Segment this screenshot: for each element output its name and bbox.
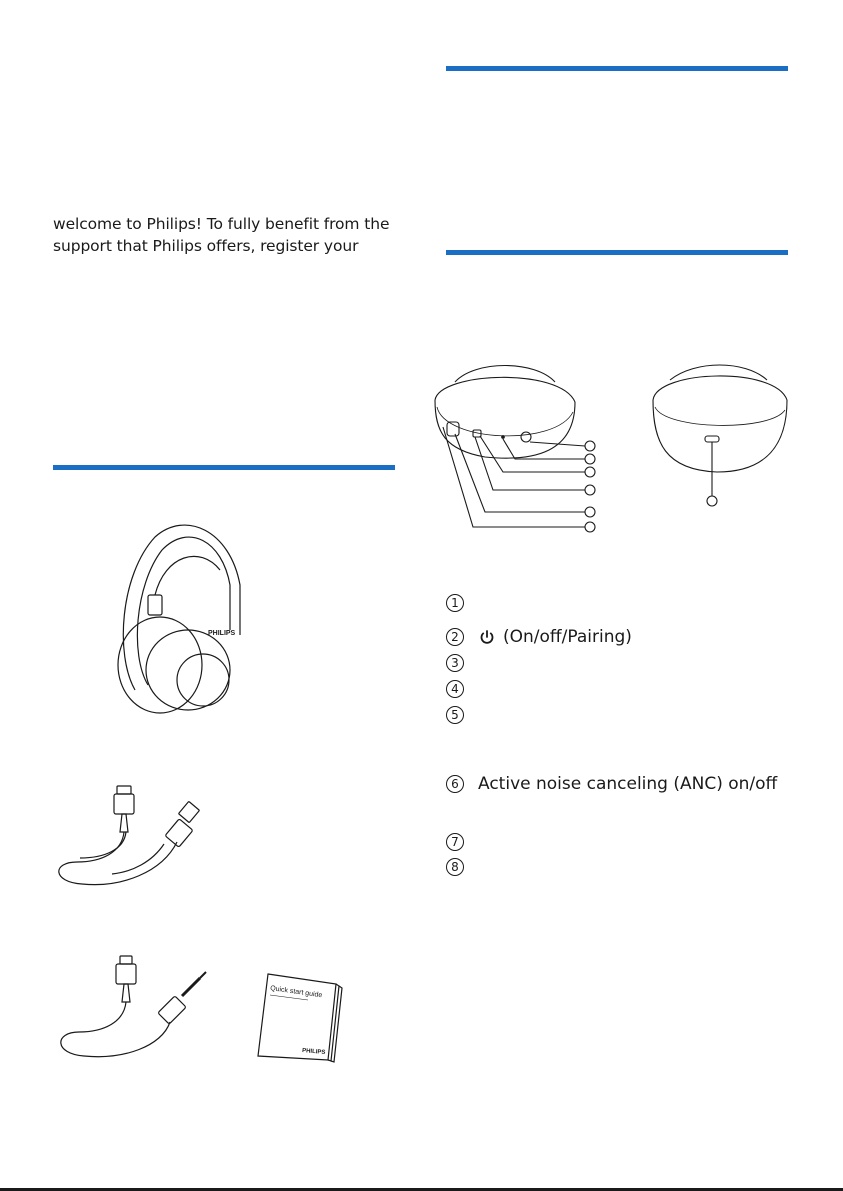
section-rule-top-right (446, 66, 788, 71)
part-item-1 (446, 594, 478, 612)
section-rule-left (53, 465, 395, 470)
headphone-brand-mark: PHILIPS (208, 630, 236, 637)
part-item-7 (446, 833, 478, 851)
headphones-illustration (100, 515, 250, 715)
quick-start-cover-title: Quick start guide (269, 985, 323, 1000)
part-label-2: (On/off/Pairing) (503, 627, 632, 647)
audio-cable-illustration (52, 950, 212, 1070)
part-item-5 (446, 706, 478, 724)
part-item-3 (446, 654, 478, 672)
quick-start-guide-illustration (248, 968, 343, 1064)
part-label-6: Active noise canceling (ANC) on/off (478, 774, 778, 794)
section-rule-middle-right (446, 250, 788, 255)
part-number-1: 1 (446, 594, 464, 612)
part-number-4: 4 (446, 680, 464, 698)
earcup-controls-diagram (425, 362, 605, 537)
earcup-port-diagram (645, 362, 790, 512)
part-number-5: 5 (446, 706, 464, 724)
part-item-6 (446, 774, 777, 794)
usb-cable-illustration (52, 782, 212, 892)
part-item-2 (446, 627, 632, 647)
part-number-3: 3 (446, 654, 464, 672)
part-number-6: 6 (446, 775, 464, 793)
part-number-7: 7 (446, 833, 464, 851)
part-item-8 (446, 858, 478, 876)
power-icon (478, 628, 496, 646)
part-item-4 (446, 680, 478, 698)
part-number-8: 8 (446, 858, 464, 876)
part-number-2: 2 (446, 628, 464, 646)
quick-start-brand-mark: PHILIPS (301, 1048, 326, 1057)
intro-text: welcome to Philips! To fully benefit from the support that Philips offers, register your (53, 215, 390, 255)
